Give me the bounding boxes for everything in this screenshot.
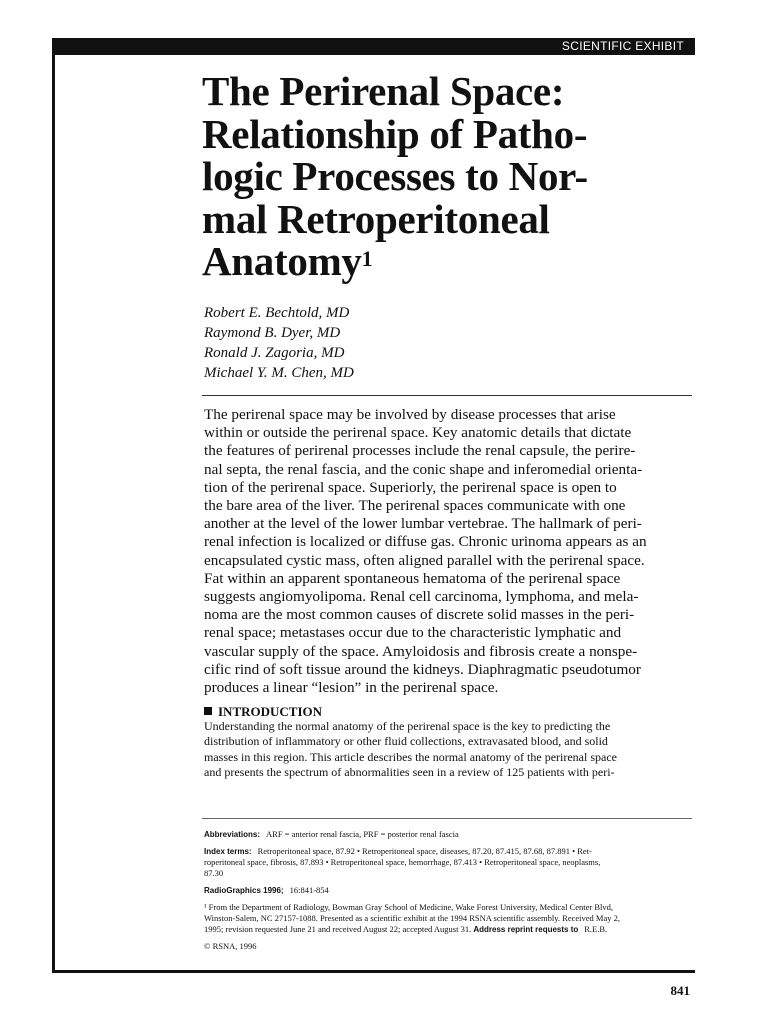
introduction-heading-text: INTRODUCTION [218,704,323,719]
abstract-line: the features of perirenal processes include the renal capsule, the perire- [204,442,636,460]
introduction-line: distribution of inflammatory or other fluid collections, extravasated blood, and solid [204,734,608,749]
introduction-line: and presents the spectrum of abnormalities seen in a review of 125 patients with peri- [204,764,615,779]
abbreviations-note [204,829,694,840]
abstract-line: within or outside the perirenal space. Key anatomic details that dictate [204,424,632,442]
introduction-line: Understanding the normal anatomy of the perirenal space is the key to predicting the [204,719,611,733]
author-name: Michael Y. M. Chen, MD [204,365,354,381]
author-name: Ronald J. Zagoria, MD [204,345,345,361]
author-name: Robert E. Bechtold, MD [204,305,350,321]
abstract-line: cific rind of soft tissue around the kidneys. Diaphragmatic pseudotumor [204,660,641,678]
affiliation-line: ¹ From the Department of Radiology, Bowman Gray School of Medicine, Wake Forest University, Medical Center Blvd, [204,902,613,912]
page-frame-left-border [52,38,55,973]
title-last-word: Anatomy [202,238,362,284]
author-name: Raymond B. Dyer, MD [204,325,341,341]
index-terms [204,846,694,879]
reprint-name: R.E.B. [584,924,608,934]
title-line: logic Processes to Nor- [202,153,588,199]
index-terms-label: Index terms: [204,847,252,856]
abstract-line: renal space; metastases occur due to the characteristic lymphatic and [204,624,622,642]
abstract-line: tion of the perirenal space. Superiorly, the perirenal space is open to [204,478,617,496]
article-title [202,70,692,283]
square-bullet-icon [204,707,212,715]
title-line [202,240,692,283]
affiliation-line: Winston-Salem, NC 27157-1088. Presented as a scientific exhibit at the 1994 RSNA scientific assembly. Received May 2, [204,913,620,923]
citation-text: 16:841-854 [289,885,329,895]
abstract-line: another at the level of the lower lumbar vertebrae. The hallmark of peri- [204,515,642,533]
introduction-body [204,719,694,780]
index-terms-line: 87.30 [204,868,224,878]
reprint-label: Address reprint requests to [473,925,579,934]
title-footnote-mark: 1 [361,246,373,271]
abstract-line: noma are the most common causes of discrete solid masses in the peri- [204,606,635,624]
abbreviations-label: Abbreviations: [204,830,261,839]
footnotes [204,829,694,952]
abbreviations-text: ARF = anterior renal fascia, PRF = posterior renal fascia [266,829,459,839]
title-line: Relationship of Patho- [202,110,588,157]
affiliation-note [204,902,694,935]
abstract-line: vascular supply of the space. Amyloidosis and fibrosis create a nonspe- [204,642,638,660]
index-terms-line: roperitoneal space, fibrosis, 87.893 • Retroperitoneal space, hemorrhage, 87.413 • Retroperitoneal space, neoplasms, [204,857,601,867]
index-terms-line: Retroperitoneal space, 87.92 • Retroperitoneal space, diseases, 87.20, 87.415, 87.68, 87.891 • Ret- [257,846,592,856]
introduction-line: masses in this region. This article describes the normal anatomy of the perirenal space [204,749,617,764]
abstract [204,406,694,697]
abstract-line: renal infection is localized or diffuse gas. Chronic urinoma appears as an [204,533,647,551]
bottom-rule [52,970,695,973]
abstract-line: suggests angiomyolipoma. Renal cell carcinoma, lymphoma, and mela- [204,588,639,606]
title-line: The Perirenal Space: [202,68,565,114]
abstract-divider [202,395,692,396]
page-number: 841 [670,983,690,998]
abstract-line: The perirenal space may be involved by disease processes that arise [204,406,616,423]
abstract-line: Fat within an apparent spontaneous hematoma of the perirenal space [204,569,621,587]
title-line: mal Retroperitoneal [202,195,550,242]
section-label: SCIENTIFIC EXHIBIT [561,39,684,53]
copyright: © RSNA, 1996 [204,941,257,951]
abstract-line: nal septa, the renal fascia, and the conic shape and inferomedial orienta- [204,460,643,478]
footnotes-divider [202,818,692,819]
abstract-line: the bare area of the liver. The perirenal spaces communicate with one [204,497,626,515]
author-list [204,303,354,383]
abstract-line: produces a linear “lesion” in the perirenal space. [204,679,499,697]
affiliation-line: 1995; revision requested June 21 and received August 22; accepted August 31. [204,924,472,934]
abstract-line: encapsulated cystic mass, often aligned parallel with the perirenal space. [204,551,645,569]
introduction-heading [204,704,322,720]
journal-citation [204,885,694,896]
citation-label: RadioGraphics 1996; [204,886,284,895]
